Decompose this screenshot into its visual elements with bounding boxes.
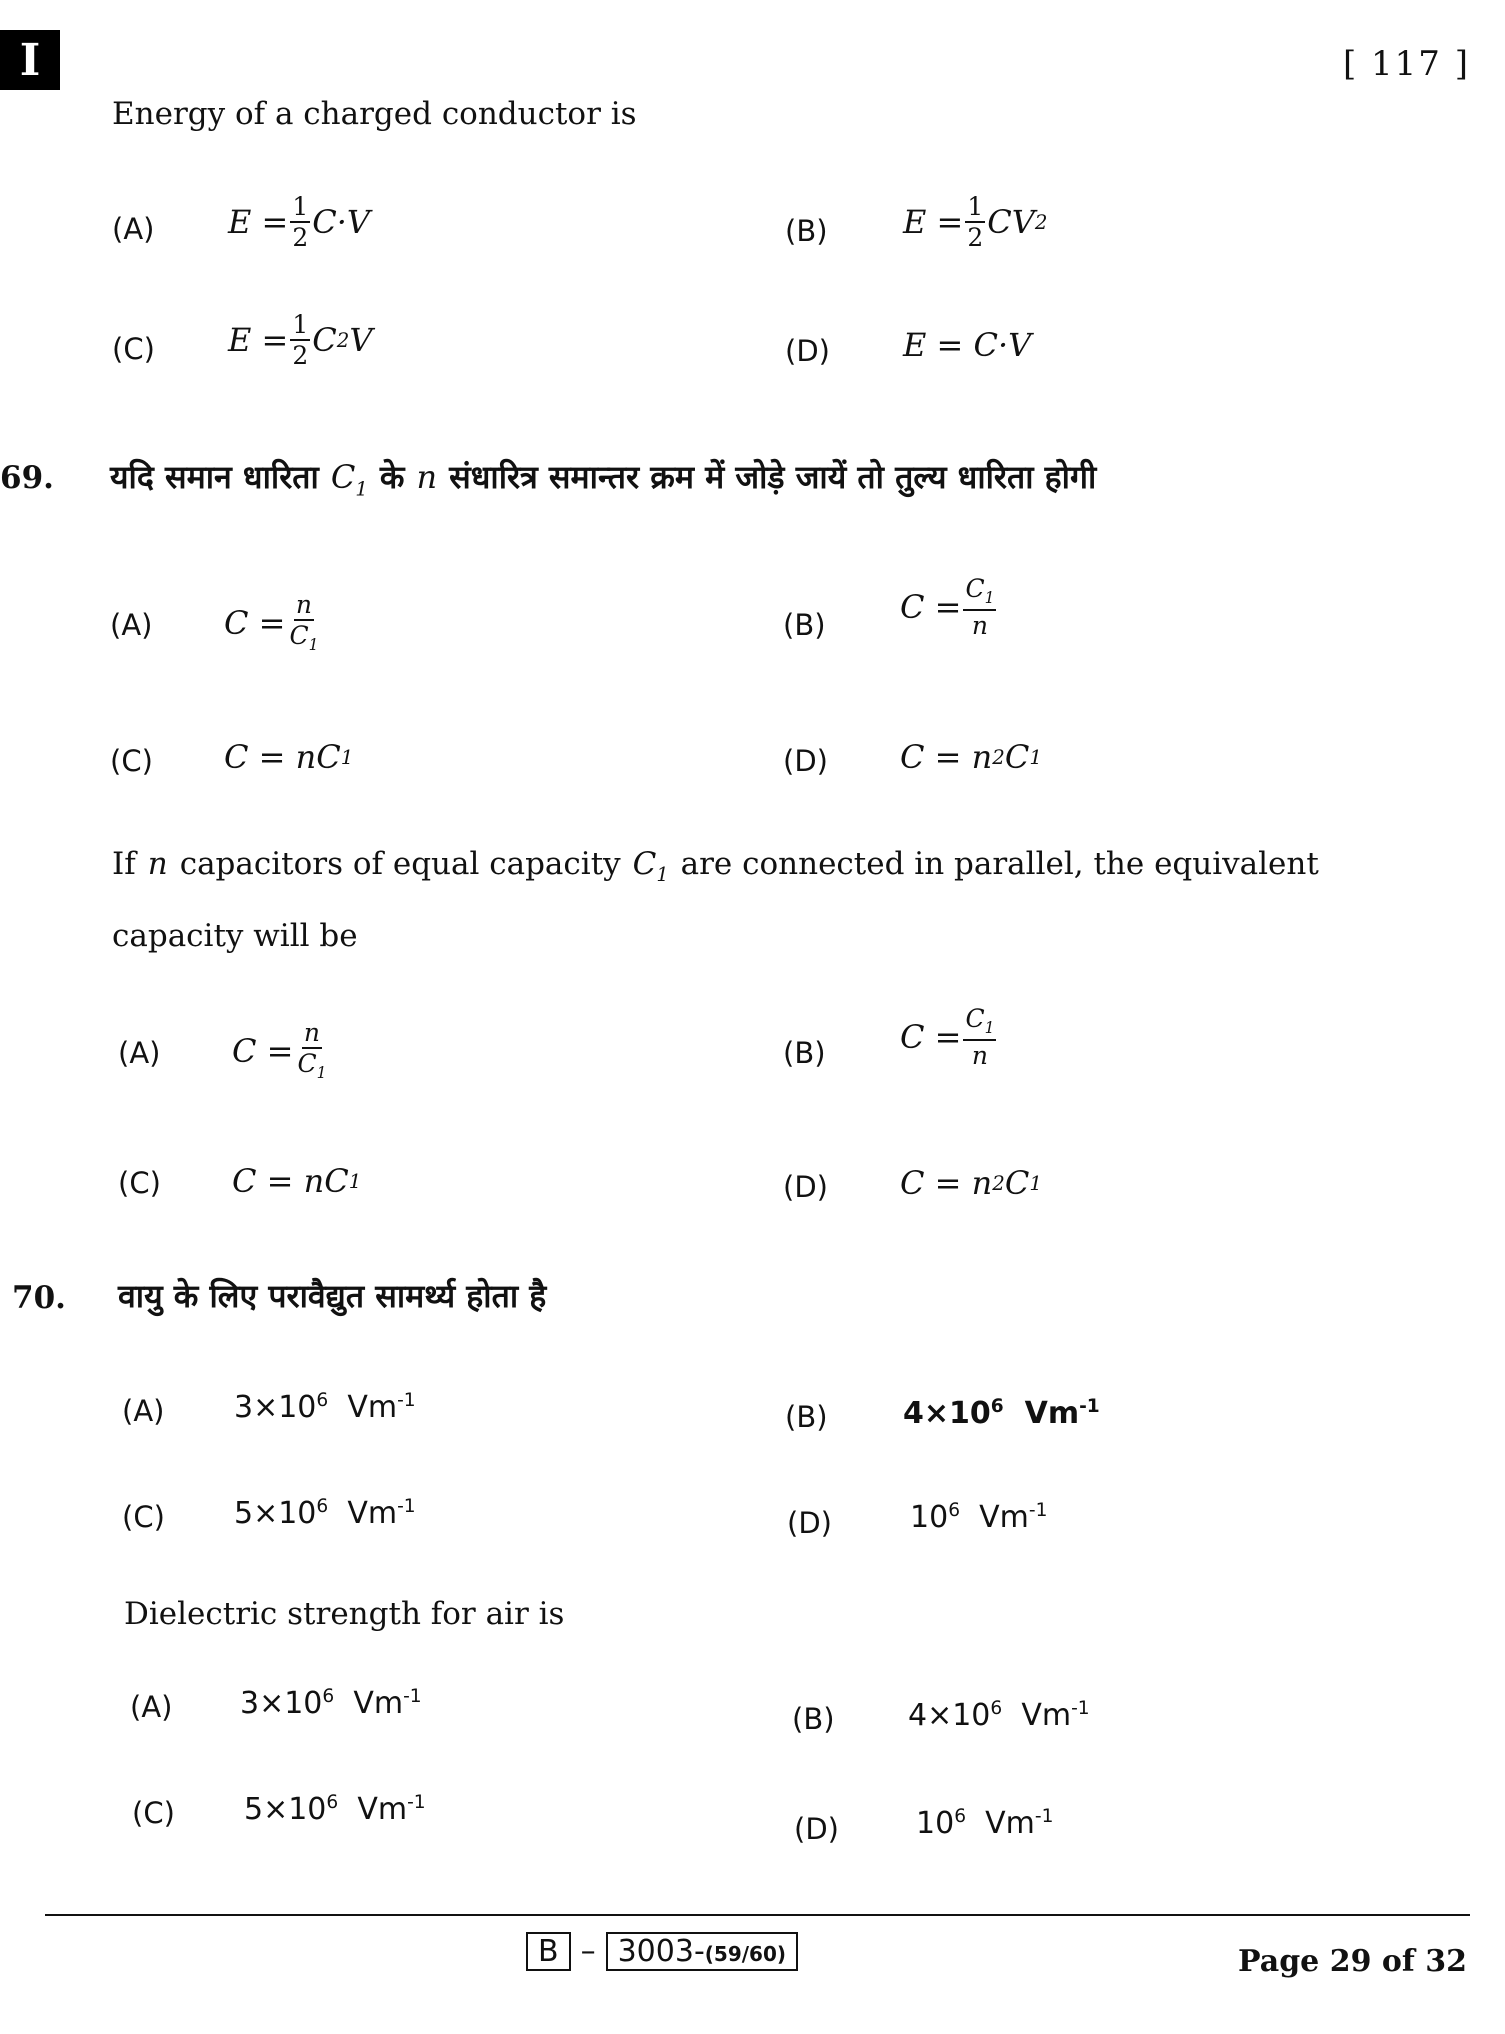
q70-hi-option-a-label: (A) — [122, 1394, 165, 1428]
series-dash: – — [580, 1934, 596, 1969]
q69-en-option-b-formula: C = $\frac{C_1}{n}$ — [900, 1004, 995, 1070]
q69-en-option-b-label: (B) — [783, 1036, 826, 1070]
q69-hi-option-c-label: (C) — [110, 744, 153, 778]
q70-hi-option-b-label: (B) — [785, 1400, 828, 1434]
q69-hi-option-d-label: (D) — [783, 744, 828, 778]
q68-en-option-d-label: (D) — [785, 334, 830, 368]
q68-en-option-b-formula: E = $\frac{1}{2}$ CV 2 — [903, 192, 1048, 252]
q69-en-option-d-label: (D) — [783, 1170, 828, 1204]
q70-en-option-d-value: $10^6$ $Vm^{-1}$ — [916, 1806, 1054, 1841]
q70-hi-option-a-value: $3\times 10^6$ $Vm^{-1}$ — [234, 1390, 416, 1425]
q70-hindi-text: वायु के लिए परावैद्युत सामर्थ्य होता है — [118, 1277, 547, 1315]
q69-hi-option-c-formula: C = nC 1 — [224, 738, 354, 776]
q69-hi-option-a-label: (A) — [110, 608, 153, 642]
q70-en-option-c-label: (C) — [132, 1796, 175, 1830]
q69-hi-option-b-label: (B) — [783, 608, 826, 642]
q68-en-option-c-formula: E = $\frac{1}{2}$ C 2 V — [228, 310, 373, 370]
q69-hi-option-d-formula: C = n 2 C 1 — [900, 738, 1042, 776]
footer-code-group — [526, 1932, 798, 1971]
q69-number: 69. — [0, 460, 54, 496]
q70-hi-option-d-value: $10^6$ $Vm^{-1}$ — [910, 1500, 1048, 1535]
q70-hi-option-c-value: $5\times 10^6$ $Vm^{-1}$ — [234, 1496, 416, 1531]
q69-en-option-c-formula: C = nC 1 — [232, 1162, 362, 1200]
q69-hindi-text: यदि समान धारिता $C_1$ के n संधारित्र समान्तर क्रम में जोड़े जायें तो तुल्य धारिता होगी — [110, 458, 1097, 501]
q69-english-line1: If n capacitors of equal capacity $C_1$ are connected in parallel, the equivalent — [112, 846, 1319, 887]
q69-en-option-d-formula: C = n 2 C 1 — [900, 1164, 1042, 1202]
q69-hi-option-b-formula: C = $\frac{C_1}{n}$ — [900, 574, 995, 640]
q70-en-option-b-value: $4\times 10^6$ $Vm^{-1}$ — [908, 1698, 1090, 1733]
series-box: B — [526, 1932, 571, 1971]
q70-en-option-a-value: $3\times 10^6$ $Vm^{-1}$ — [240, 1686, 422, 1721]
q69-hi-option-a-formula: C = $\frac{n}{C_1}$ — [224, 590, 319, 654]
q70-en-option-a-label: (A) — [130, 1690, 173, 1724]
q69-en-option-a-label: (A) — [118, 1036, 161, 1070]
q70-hi-option-b-value: $4\times 10^6$ $Vm^{-1}$ — [903, 1396, 1100, 1431]
section-badge: I — [0, 30, 60, 90]
q69-en-option-a-formula: C = $\frac{n}{C_1}$ — [232, 1018, 327, 1082]
page-number: Page 29 of 32 — [1238, 1944, 1467, 1979]
q68-en-option-b-label: (B) — [785, 214, 828, 248]
q70-en-option-b-label: (B) — [792, 1702, 835, 1736]
q68-en-option-a-formula: E = $\frac{1}{2}$ C·V — [228, 192, 371, 252]
q68-en-option-c-label: (C) — [112, 332, 155, 366]
q69-english-line2: capacity will be — [112, 918, 358, 954]
q69-en-option-c-label: (C) — [118, 1166, 161, 1200]
q70-hi-option-c-label: (C) — [122, 1500, 165, 1534]
q68-en-option-d-formula: E = C·V — [903, 326, 1032, 364]
page-bracket-number: [ 117 ] — [1342, 44, 1470, 84]
footer-rule — [45, 1914, 1470, 1916]
q70-english-text: Dielectric strength for air is — [124, 1596, 565, 1632]
q70-number: 70. — [12, 1280, 66, 1316]
paper-code-box: 3003-(59/60) — [606, 1932, 798, 1971]
q68-en-option-a-label: (A) — [112, 212, 155, 246]
q70-en-option-d-label: (D) — [794, 1812, 839, 1846]
q68-english-text: Energy of a charged conductor is — [112, 96, 637, 132]
q70-en-option-c-value: $5\times 10^6$ $Vm^{-1}$ — [244, 1792, 426, 1827]
q70-hi-option-d-label: (D) — [787, 1506, 832, 1540]
